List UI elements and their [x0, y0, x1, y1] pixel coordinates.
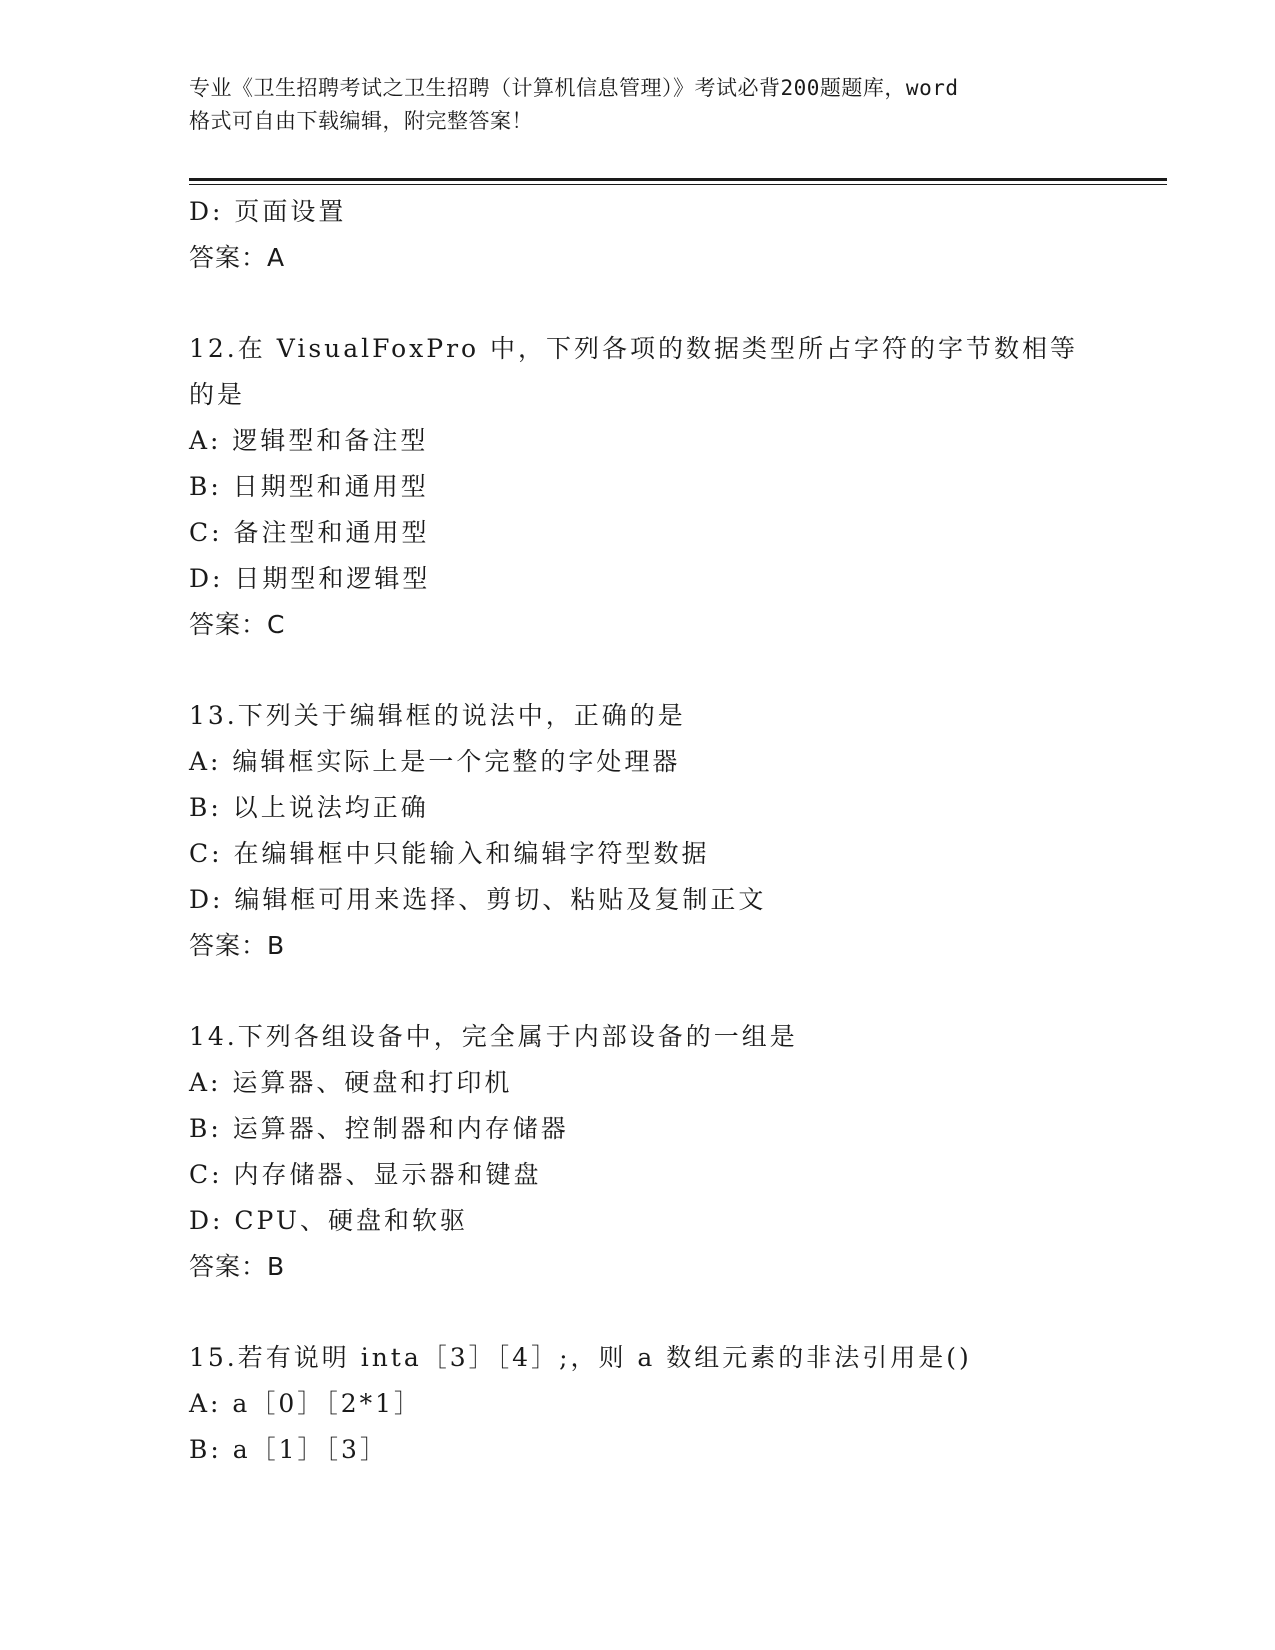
option-b: B: 以上说法均正确 — [189, 793, 429, 822]
option-d: D: 编辑框可用来选择、剪切、粘贴及复制正文 — [189, 885, 767, 914]
option-a: A: 逻辑型和备注型 — [189, 426, 429, 455]
option-d: D: 页面设置 — [189, 197, 347, 226]
question-stem: 15.若有说明 inta［3］［4］;，则 a 数组元素的非法引用是() — [189, 1343, 972, 1372]
option-d: D: CPU、硬盘和软驱 — [189, 1206, 468, 1235]
question-stem: 12.在 VisualFoxPro 中，下列各项的数据类型所占字符的字节数相等 — [189, 334, 1079, 363]
question-14 — [189, 1014, 1089, 1290]
option-b: B: 日期型和通用型 — [189, 472, 429, 501]
option-a: A: 运算器、硬盘和打印机 — [189, 1068, 513, 1097]
header-divider-thin — [189, 184, 1167, 185]
option-a: A: 编辑框实际上是一个完整的字处理器 — [189, 747, 681, 776]
option-b: B: a［1］［3］ — [189, 1435, 388, 1464]
question-spacer — [189, 969, 1089, 1014]
question-stem-continued: 的是 — [189, 380, 246, 409]
question-stem: 13.下列关于编辑框的说法中，正确的是 — [189, 701, 686, 730]
question-spacer — [189, 1290, 1089, 1335]
header-divider-thick — [189, 178, 1167, 181]
answer-label: 答案：A — [189, 243, 286, 272]
option-c: C: 备注型和通用型 — [189, 518, 430, 547]
option-c: C: 内存储器、显示器和键盘 — [189, 1160, 542, 1189]
option-d: D: 日期型和逻辑型 — [189, 564, 431, 593]
question-spacer — [189, 648, 1089, 693]
header-line-1: 专业《卫生招聘考试之卫生招聘（计算机信息管理）》考试必背200题题库，word — [189, 76, 959, 100]
question-spacer — [189, 281, 1089, 326]
question-stem: 14.下列各组设备中，完全属于内部设备的一组是 — [189, 1022, 798, 1051]
answer-label: 答案：B — [189, 931, 286, 960]
answer-label: 答案：C — [189, 610, 286, 639]
header-line-2: 格式可自由下载编辑，附完整答案！ — [189, 109, 533, 133]
question-12 — [189, 326, 1089, 648]
document-header — [189, 72, 1089, 138]
option-a: A: a［0］［2*1］ — [189, 1389, 423, 1418]
question-15 — [189, 1335, 1089, 1473]
question-13 — [189, 693, 1089, 969]
question-11-tail — [189, 189, 1089, 281]
option-b: B: 运算器、控制器和内存储器 — [189, 1114, 569, 1143]
answer-label: 答案：B — [189, 1252, 286, 1281]
question-list — [189, 189, 1089, 1473]
option-c: C: 在编辑框中只能输入和编辑字符型数据 — [189, 839, 710, 868]
